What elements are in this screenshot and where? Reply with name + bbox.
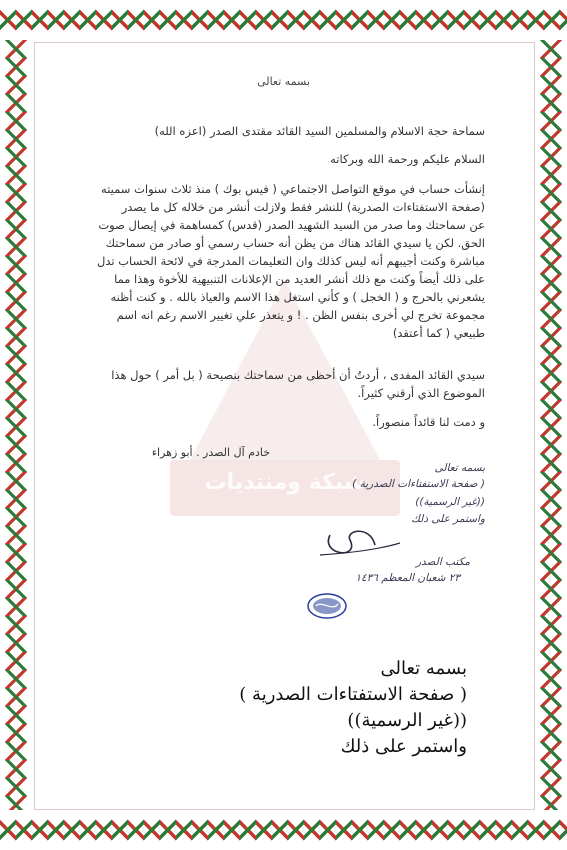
letter-paragraph-1	[80, 180, 485, 342]
letter-basmala: بسمه تعالى	[257, 75, 310, 88]
transcription-line-1: بسمه تعالى	[380, 658, 467, 679]
paragraph-line: (صفحة الاستفتاءات الصدرية) للنشر فقط ولازلت أنشر من خلاله كل ما يصدر	[121, 200, 485, 214]
paragraph-line: مباشرة وكنت أجيبهم أنه ليس كذلك وان التعليمات المدرجة في لائحة الحساب تدل	[96, 254, 485, 268]
paragraph-line: عن سماحتك وما صدر من السيد الشهيد الصدر (قدس) كمساهمة في إيصال صوت	[98, 218, 485, 232]
decorative-border-left	[0, 40, 32, 810]
transcription-block	[127, 656, 467, 760]
paragraph-line: الموضوع الذي أرقني كثيراً.	[357, 386, 485, 400]
paragraph-line: يشعرني بالحرج و ( الخجل ) و كأني استغل هذا الاسم والعياذ بالله . و كنت أظنه	[110, 290, 485, 304]
official-stamp	[306, 592, 348, 620]
handwritten-date: ٢٣ شعبان المعظم ١٤٣٦	[355, 572, 460, 584]
paragraph-line: إنشأت حساب في موقع التواصل الاجتماعي ( فيس بوك ) منذ ثلاث سنوات سميته	[101, 182, 485, 196]
decorative-border-bottom	[0, 810, 567, 850]
handwritten-office: مكتب الصدر	[415, 556, 470, 568]
paragraph-line: على ذلك أيضاً وكنت مع ذلك أنشر العديد من الإعلانات التنبيهية للأخوة وهذا مما	[114, 272, 485, 286]
paragraph-line: الحق. لكن يا سيدي القائد هناك من يظن أنه حساب رسمي أو صادر من سماحتك	[105, 236, 485, 250]
transcription-line-2: ( صفحة الاستفتاءات الصدرية )	[239, 684, 467, 705]
letter-greeting: السلام عليكم ورحمة الله وبركاته	[330, 152, 485, 166]
watermark-text: شبكة ومنتديات	[204, 470, 366, 495]
transcription-line-4: واستمر على ذلك	[340, 736, 467, 757]
letter-closing: و دمت لنا قائداً منصوراً.	[372, 415, 485, 429]
paragraph-line: سيدي القائد المفدى ، أردتُ أن أحظى من سماحتك بنصيحة ( بل أمر ) حول هذا	[111, 368, 485, 382]
handwritten-page-name: ( صفحة الاستفتاءات الصدرية )	[352, 478, 485, 490]
handwritten-basmala: بسمه تعالى	[434, 462, 485, 474]
decorative-border-right	[535, 40, 567, 810]
paragraph-line: طبيعي ( كما أعتقد)	[392, 326, 485, 340]
decorative-border-top	[0, 0, 567, 40]
paragraph-line: مجموعة تخرج لي أخرى بنفس الظن . ! و يتعذر علي تغيير الاسم رغم انه اسم	[116, 308, 485, 322]
transcription-line-3: ((غير الرسمية))	[347, 710, 467, 731]
handwritten-continue: واستمر على ذلك	[411, 513, 485, 525]
handwritten-unofficial: ((غير الرسمية))	[415, 496, 485, 508]
letter-paragraph-2	[80, 366, 485, 402]
letter-signature-name: خادم آل الصدر . أبو زهراء	[151, 446, 270, 459]
letter-address: سماحة حجة الاسلام والمسلمين السيد القائد مقتدى الصدر (اعزه الله)	[154, 124, 485, 138]
